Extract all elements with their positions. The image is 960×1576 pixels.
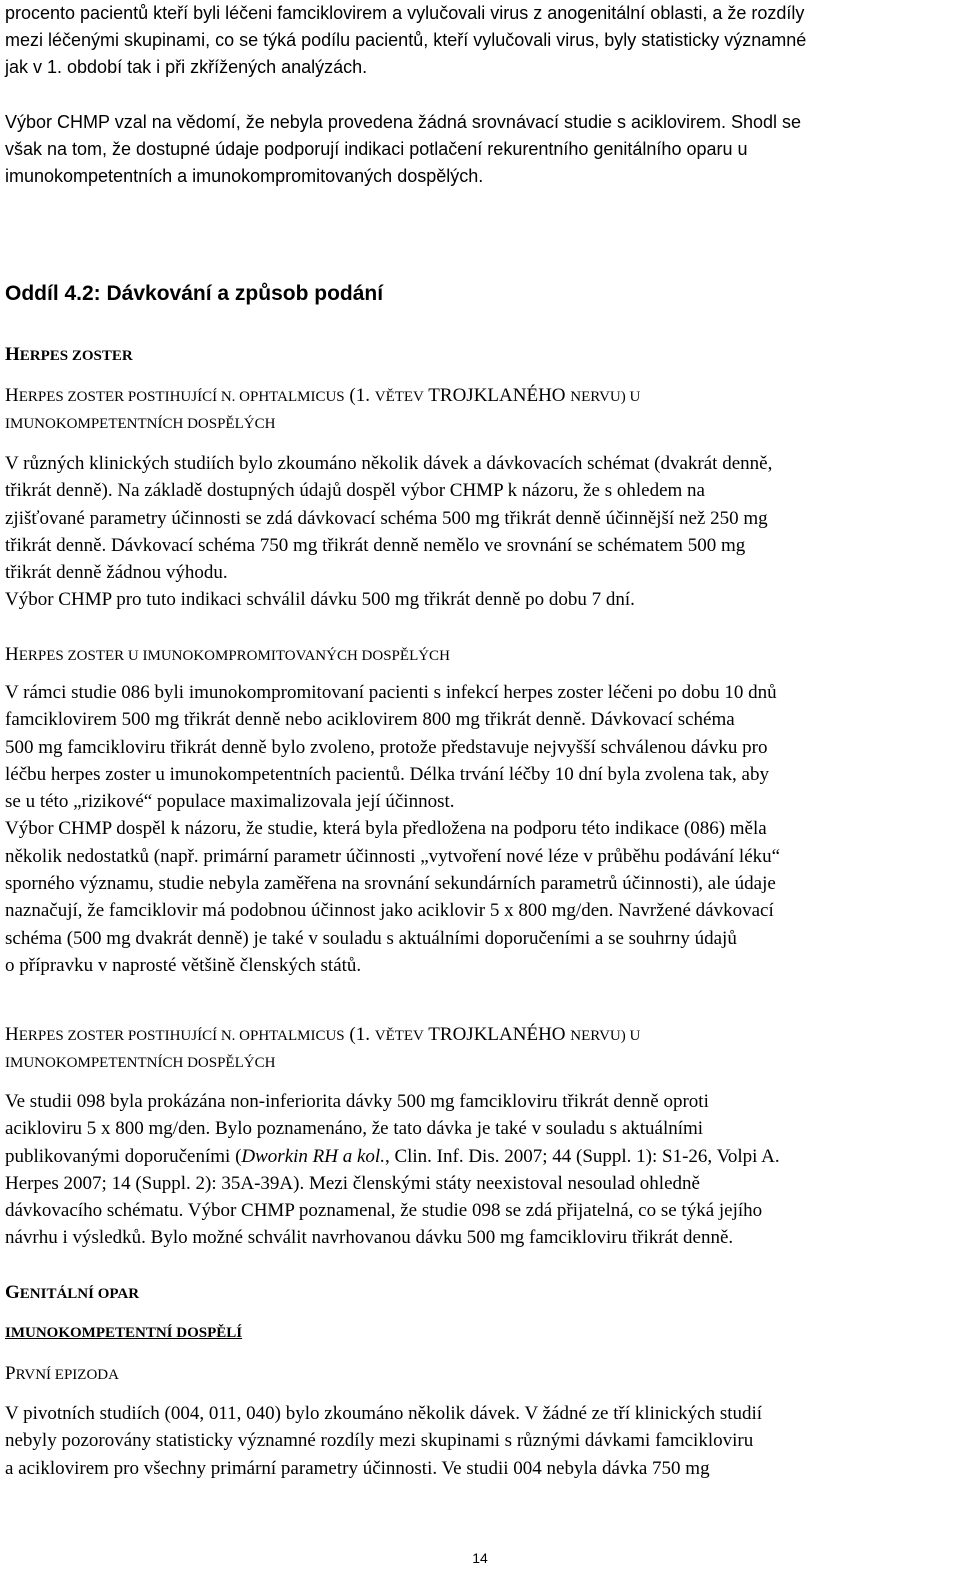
text-line: návrhu i výsledků. Bylo možné schválit navrhovanou dávku 500 mg famcikloviru třikrát denně. — [5, 1227, 734, 1249]
text-line: V pivotních studiích (004, 011, 040) bylo zkoumáno několik dávek. V žádné ze tří klinických studií — [5, 1403, 763, 1424]
text-line: acikloviru 5 x 800 mg/den. Bylo poznamenáno, že tato dávka je také v souladu s aktuálními — [5, 1118, 704, 1140]
text-line: léčbu herpes zoster u imunokompetentních pacientů. Délka trvání léčby 10 dní byla zvolena tak, aby — [5, 763, 769, 785]
text-line: procento pacientů kteří byli léčeni famciklovirem a vylučovali virus z anogenitální oblasti, a že rozdíly — [5, 3, 805, 23]
text-line: Výbor CHMP pro tuto indikaci schválil dávku 500 mg třikrát denně po dobu 7 dní. — [5, 589, 635, 611]
subheading-herpes-zoster: HERPES ZOSTER — [5, 344, 133, 365]
text-line: Výbor CHMP vzal na vědomí, že nebyla provedena žádná srovnávací studie s aciklovirem. Shodl se — [5, 112, 802, 132]
text-line: nebyly pozorovány statisticky významné rozdíly mezi skupinami s různými dávkami famcikloviru — [5, 1430, 754, 1452]
text-line: dávkovacího schématu. Výbor CHMP poznamenal, že studie 098 se zdá přijatelná, co se týká jejího — [5, 1200, 763, 1222]
text-line: mezi léčenými skupinami, co se týká podílu pacientů, kteří vylučovali virus, byly statisticky významné — [5, 30, 807, 50]
paragraph-study-086 — [5, 679, 960, 979]
text-line: o přípravku v naprosté většině členských států. — [5, 954, 362, 976]
text-line: se u této „rizikové“ populace maximalizovala její účinnost. — [5, 791, 455, 813]
text-line: Herpes 2007; 14 (Suppl. 2): 35A-39A). Mezi členskými státy neexistoval nesoulad ohledně — [5, 1172, 700, 1194]
text-line: naznačují, že famciklovir má podobnou účinnost jako aciklovir 5 x 800 mg/den. Navržené dávkovací — [5, 900, 774, 922]
text-line: Ve studii 098 byla prokázána non-inferiorita dávky 500 mg famcikloviru třikrát denně oproti — [5, 1091, 709, 1112]
citation-author: Dworkin RH a kol. — [241, 1145, 385, 1167]
text-line: publikovanými doporučeními (Dworkin RH a kol., Clin. Inf. Dis. 2007; 44 (Suppl. 1): S1-26, Volpi A. — [5, 1145, 780, 1167]
subheading-first-episode: PRVNÍ EPIZODA — [5, 1363, 119, 1384]
subheading-ophthalmicus-2: HERPES ZOSTER POSTIHUJÍCÍ N. OPHTALMICUS (1. VĚTEV TROJKLANÉHO NERVU) U IMUNOKOMPETENTNÍCH DOSPĚLÝCH — [5, 1024, 641, 1071]
paragraph-results-summary — [5, 0, 960, 81]
paragraph-chmp-note — [5, 109, 960, 190]
text-line: třikrát denně. Dávkovací schéma 750 mg třikrát denně nemělo ve srovnání se schématem 500 mg — [5, 534, 746, 556]
text-line: zjišťované parametry účinnosti se zdá dávkovací schéma 500 mg třikrát denně účinnější než 250 mg — [5, 507, 768, 529]
text-line: jak v 1. období tak i při zkřížených analýzách. — [5, 57, 368, 77]
text-line: sporného významu, studie nebyla zaměřena na srovnání sekundárních parametrů účinnosti), ale údaje — [5, 873, 776, 895]
text-line: imunokompetentních a imunokompromitovaných dospělých. — [5, 166, 484, 186]
text-line: Výbor CHMP dospěl k názoru, že studie, která byla předložena na podporu této indikace (086) měla — [5, 818, 767, 840]
text-line: schéma (500 mg dvakrát denně) je také v souladu s aktuálními doporučeními a se souhrny údajů — [5, 927, 737, 949]
text-line: 500 mg famcikloviru třikrát denně bylo zvoleno, protože představuje nejvyšší schválenou dávku pro — [5, 736, 768, 758]
subheading-genital-herpes: GENITÁLNÍ OPAR — [5, 1282, 140, 1303]
text-line: několik nedostatků (např. primární parametr účinnosti „vytvoření nové léze v průběhu podávání léku“ — [5, 845, 781, 867]
text-line: famciklovirem 500 mg třikrát denně nebo aciklovirem 800 mg třikrát denně. Dávkovací schéma — [5, 709, 735, 731]
page-number: 14 — [472, 1550, 488, 1566]
paragraph-study-098 — [5, 1088, 960, 1252]
paragraph-pivotal-studies — [5, 1400, 960, 1482]
subheading-immunocompromised: HERPES ZOSTER U IMUNOKOMPROMITOVANÝCH DOSPĚLÝCH — [5, 644, 450, 665]
paragraph-dosing-studies — [5, 450, 960, 614]
text-line: třikrát denně). Na základě dostupných údajů dospěl výbor CHMP k názoru, že s ohledem na — [5, 480, 705, 502]
text-line: V různých klinických studiích bylo zkoumáno několik dávek a dávkovacích schémat (dvakrát denně, — [5, 453, 773, 474]
text-line: a aciklovirem pro všechny primární parametry účinnosti. Ve studii 004 nebyla dávka 750 mg — [5, 1457, 710, 1479]
text-line: V rámci studie 086 byli imunokompromitovaní pacienti s infekcí herpes zoster léčeni po dobu 10 dnů — [5, 682, 777, 703]
text-line: však na tom, že dostupné údaje podporují indikaci potlačení rekurentního genitálního oparu u — [5, 139, 748, 159]
section-heading: Oddíl 4.2: Dávkování a způsob podání — [5, 282, 384, 305]
subheading-immunocompetent-adults: IMUNOKOMPETENTNÍ DOSPĚLÍ — [5, 1325, 243, 1341]
text-line: třikrát denně žádnou výhodu. — [5, 562, 228, 584]
subheading-ophthalmicus: HERPES ZOSTER POSTIHUJÍCÍ N. OPHTALMICUS (1. VĚTEV TROJKLANÉHO NERVU) U IMUNOKOMPETENTNÍCH DOSPĚLÝCH — [5, 385, 641, 432]
